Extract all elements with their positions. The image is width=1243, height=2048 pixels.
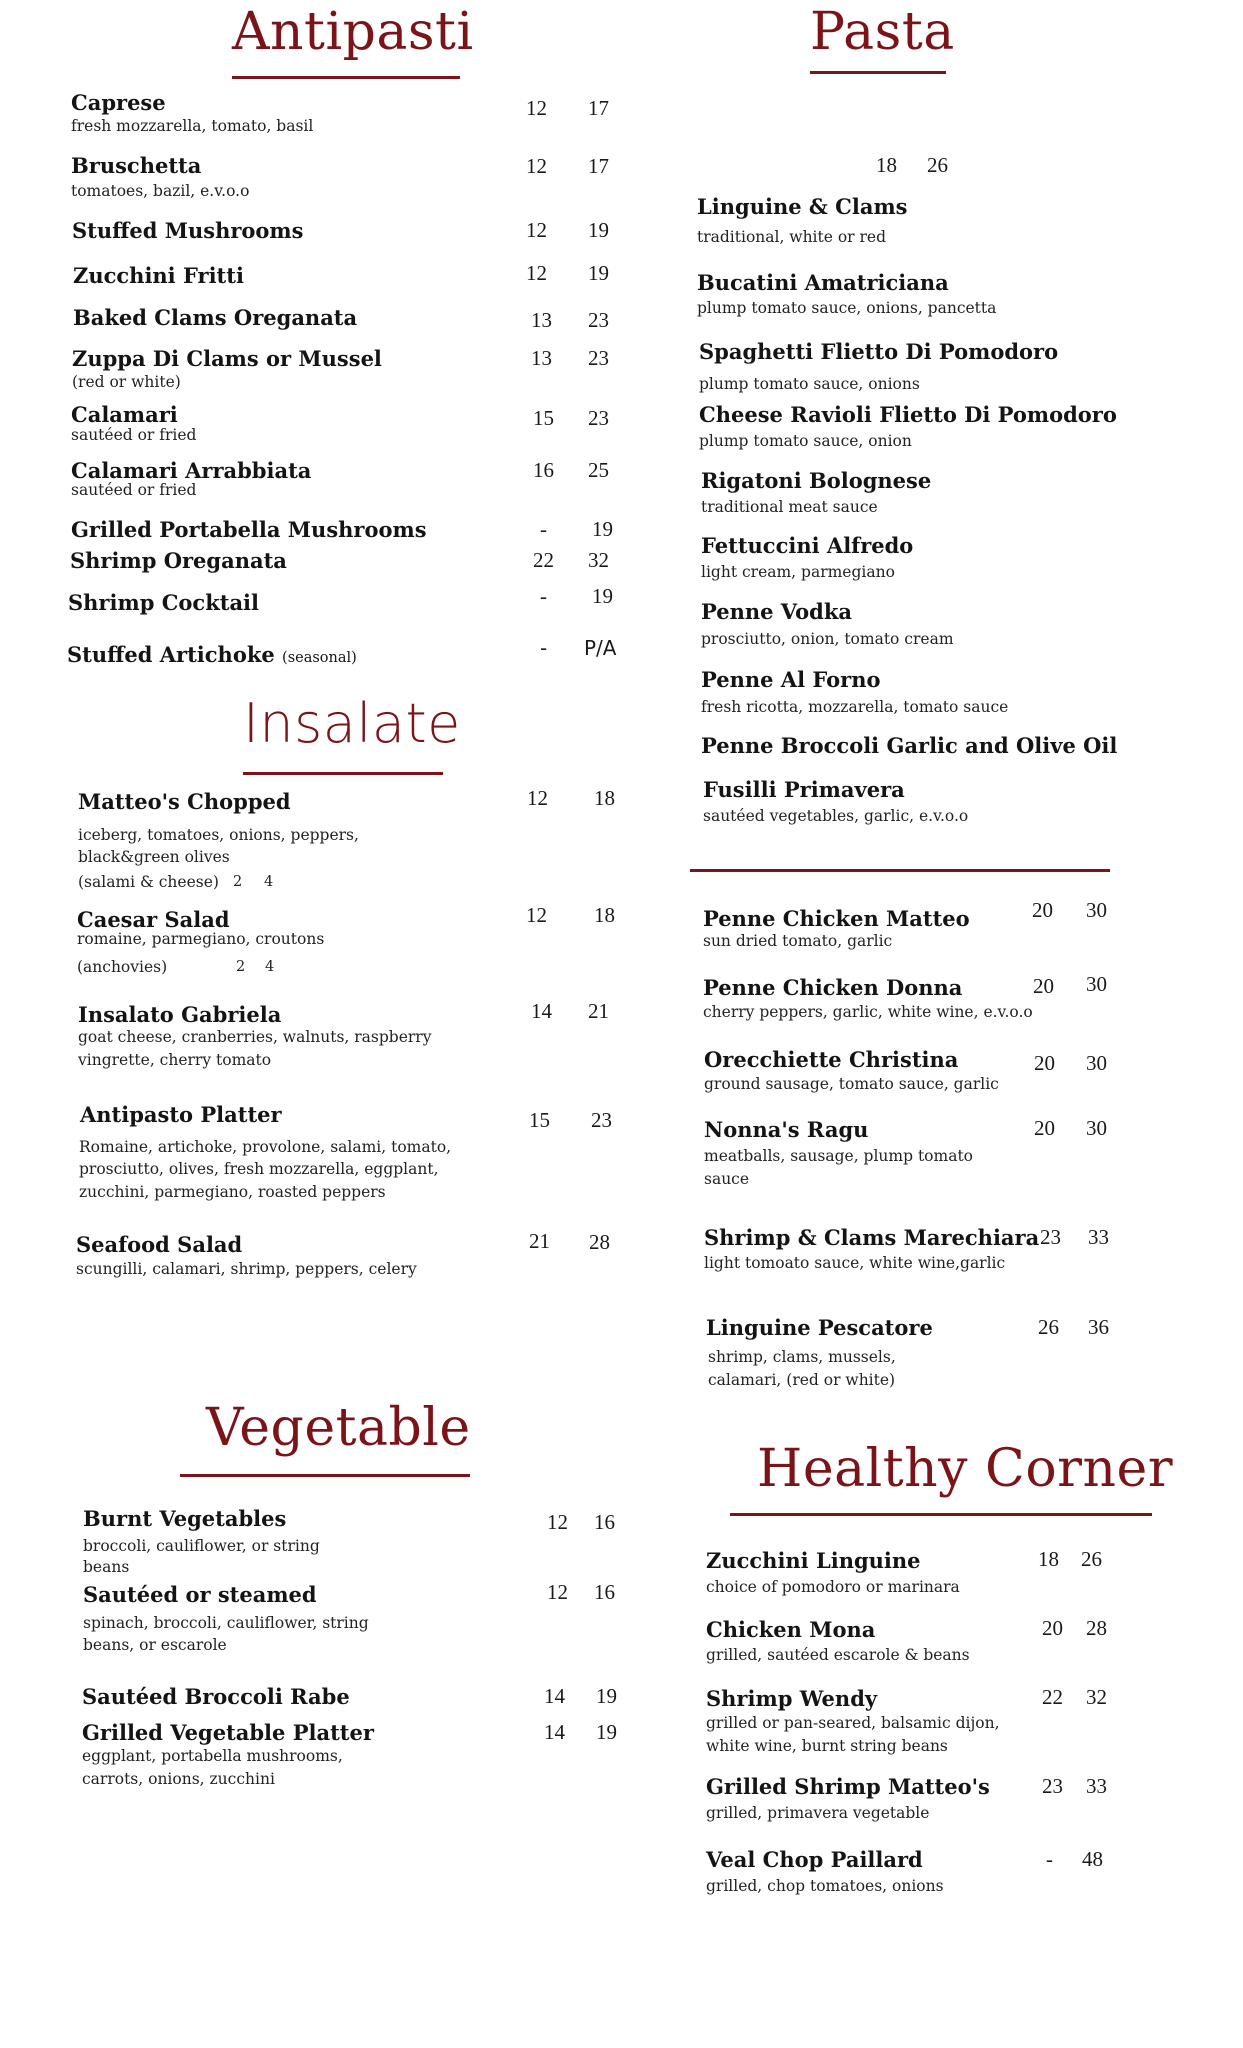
item-name: Orecchiette Christina bbox=[704, 1047, 959, 1072]
item-name: Caesar Salad bbox=[77, 907, 230, 932]
price-large: 19 bbox=[592, 517, 613, 541]
price-large: 25 bbox=[588, 458, 609, 482]
item-name: Shrimp & Clams Marechiara bbox=[704, 1225, 1040, 1250]
price-large: 16 bbox=[594, 1510, 615, 1534]
item-description: sauce bbox=[704, 1170, 750, 1188]
item-name: Calamari bbox=[71, 402, 178, 427]
price-small: 12 bbox=[526, 96, 547, 120]
item-description: grilled or pan-seared, balsamic dijon, bbox=[706, 1714, 1000, 1732]
item-name: Linguine Pescatore bbox=[706, 1315, 933, 1340]
price-small: 26 bbox=[1038, 1315, 1059, 1339]
price-small: 23 bbox=[1040, 1225, 1061, 1249]
addon-price-large: 4 bbox=[264, 874, 274, 890]
price-large: 28 bbox=[1086, 1616, 1107, 1640]
price-large: 19 bbox=[596, 1720, 617, 1744]
item-description: traditional meat sauce bbox=[701, 498, 878, 516]
vegetable-underline bbox=[180, 1474, 470, 1477]
item-description: eggplant, portabella mushrooms, bbox=[82, 1747, 343, 1765]
item-name: Shrimp Oreganata bbox=[70, 548, 287, 573]
price-small: 12 bbox=[547, 1510, 568, 1534]
pasta-underline bbox=[810, 71, 946, 74]
item-description: fresh mozzarella, tomato, basil bbox=[71, 117, 314, 135]
item-description: plump tomato sauce, onions, pancetta bbox=[697, 299, 997, 317]
item-name: Burnt Vegetables bbox=[83, 1506, 287, 1531]
addon-price-small: 2 bbox=[233, 874, 243, 890]
item-description: sun dried tomato, garlic bbox=[703, 932, 893, 950]
item-name: Zucchini Linguine bbox=[706, 1548, 921, 1573]
item-name: Fusilli Primavera bbox=[703, 777, 905, 802]
price-small: 13 bbox=[531, 308, 552, 332]
item-name: Zucchini Fritti bbox=[73, 263, 244, 288]
item-description: meatballs, sausage, plump tomato bbox=[704, 1147, 974, 1165]
price-large: 23 bbox=[588, 308, 609, 332]
item-name: Linguine & Clams bbox=[697, 194, 908, 219]
price-small: 12 bbox=[526, 261, 547, 285]
antipasti-underline bbox=[232, 76, 460, 79]
price-small: 20 bbox=[1042, 1616, 1063, 1640]
item-description: grilled, chop tomatoes, onions bbox=[706, 1877, 944, 1895]
item-name: Penne Chicken Matteo bbox=[703, 906, 970, 931]
item-description: goat cheese, cranberries, walnuts, raspberry bbox=[78, 1028, 432, 1046]
price-large: 16 bbox=[594, 1580, 615, 1604]
item-description: zucchini, parmegiano, roasted peppers bbox=[79, 1183, 386, 1201]
item-name: Sautéed Broccoli Rabe bbox=[82, 1684, 350, 1709]
item-name: Shrimp Cocktail bbox=[68, 590, 260, 615]
item-description: prosciutto, onion, tomato cream bbox=[701, 630, 954, 648]
item-name: Cheese Ravioli Flietto Di Pomodoro bbox=[699, 402, 1117, 427]
item-name: Veal Chop Paillard bbox=[706, 1847, 923, 1872]
price-small: 20 bbox=[1033, 974, 1054, 998]
price-large: 33 bbox=[1088, 1225, 1109, 1249]
item-name: Fettuccini Alfredo bbox=[701, 533, 914, 558]
item-description: cherry peppers, garlic, white wine, e.v.o.o bbox=[703, 1003, 1033, 1021]
item-note: (seasonal) bbox=[282, 650, 357, 666]
price-small: 12 bbox=[526, 903, 547, 927]
item-description: sautéed or fried bbox=[71, 481, 197, 499]
item-name: Nonna's Ragu bbox=[704, 1117, 869, 1142]
item-name: Grilled Vegetable Platter bbox=[82, 1720, 374, 1745]
item-description: broccoli, cauliflower, or string bbox=[83, 1537, 320, 1555]
pasta-price-small: 18 bbox=[876, 153, 897, 177]
item-description: ground sausage, tomato sauce, garlic bbox=[704, 1075, 999, 1093]
price-large: 23 bbox=[591, 1108, 612, 1132]
price-large: 30 bbox=[1086, 1116, 1107, 1140]
item-name: Seafood Salad bbox=[76, 1232, 243, 1257]
item-description: light tomoato sauce, white wine,garlic bbox=[704, 1254, 1006, 1272]
pasta-specials-divider bbox=[690, 869, 1110, 872]
item-description: light cream, parmegiano bbox=[701, 563, 895, 581]
price-small: 18 bbox=[1038, 1547, 1059, 1571]
item-name: Stuffed Mushrooms bbox=[72, 218, 304, 243]
item-name: Matteo's Chopped bbox=[78, 789, 291, 814]
item-name: Penne Al Forno bbox=[701, 667, 881, 692]
item-description: tomatoes, bazil, e.v.o.o bbox=[71, 182, 250, 200]
pasta-price-large: 26 bbox=[927, 153, 948, 177]
healthy-corner-underline bbox=[730, 1513, 1152, 1516]
addon-price-small: 2 bbox=[236, 959, 246, 975]
item-description: (red or white) bbox=[72, 373, 181, 391]
item-description: spinach, broccoli, cauliflower, string bbox=[83, 1614, 369, 1632]
price-small: 12 bbox=[547, 1580, 568, 1604]
item-description: romaine, parmegiano, croutons bbox=[77, 930, 325, 948]
item-description: beans, or escarole bbox=[83, 1636, 227, 1654]
price-small: - bbox=[540, 636, 548, 660]
item-description: iceberg, tomatoes, onions, peppers, bbox=[78, 826, 359, 844]
price-small: 20 bbox=[1032, 898, 1053, 922]
item-name: Sautéed or steamed bbox=[83, 1582, 317, 1607]
price-large: 18 bbox=[594, 786, 615, 810]
item-name: Bruschetta bbox=[71, 153, 202, 178]
price-large: 19 bbox=[592, 584, 613, 608]
item-name: Caprese bbox=[71, 90, 166, 115]
price-large: 18 bbox=[594, 903, 615, 927]
item-description: vingrette, cherry tomato bbox=[78, 1051, 272, 1069]
price-small: 15 bbox=[529, 1108, 550, 1132]
item-name: Chicken Mona bbox=[706, 1617, 876, 1642]
price-small: - bbox=[540, 517, 547, 541]
item-name: Penne Chicken Donna bbox=[703, 975, 963, 1000]
price-large: 33 bbox=[1086, 1774, 1107, 1798]
item-description: plump tomato sauce, onion bbox=[699, 432, 912, 450]
item-description: prosciutto, olives, fresh mozzarella, eggplant, bbox=[79, 1160, 439, 1178]
price-small: 12 bbox=[527, 786, 548, 810]
price-large: 21 bbox=[588, 999, 609, 1023]
item-description: fresh ricotta, mozzarella, tomato sauce bbox=[701, 698, 1009, 716]
price-small: 20 bbox=[1034, 1116, 1055, 1140]
price-small: 22 bbox=[1042, 1685, 1063, 1709]
price-large: 23 bbox=[588, 406, 609, 430]
item-name: Calamari Arrabbiata bbox=[71, 458, 312, 483]
insalate-underline bbox=[243, 772, 443, 775]
price-small: 21 bbox=[529, 1229, 550, 1253]
item-name: Stuffed Artichoke (seasonal) bbox=[67, 642, 357, 667]
item-description: calamari, (red or white) bbox=[708, 1371, 896, 1389]
item-description: shrimp, clams, mussels, bbox=[708, 1348, 896, 1366]
item-description: plump tomato sauce, onions bbox=[699, 375, 920, 393]
item-addon: (salami & cheese) bbox=[78, 873, 219, 891]
price-small: - bbox=[1046, 1847, 1053, 1871]
healthy-corner-heading: Healthy Corner bbox=[757, 1439, 1174, 1499]
price-large: 19 bbox=[588, 218, 609, 242]
item-description: choice of pomodoro or marinara bbox=[706, 1578, 960, 1596]
item-description: carrots, onions, zucchini bbox=[82, 1770, 275, 1788]
price-small: 23 bbox=[1042, 1774, 1063, 1798]
price-large: 28 bbox=[589, 1230, 610, 1254]
item-name: Penne Vodka bbox=[701, 599, 853, 624]
item-description: traditional, white or red bbox=[697, 228, 887, 246]
price-small: 13 bbox=[531, 346, 552, 370]
item-description: beans bbox=[83, 1558, 130, 1576]
price-small: 20 bbox=[1034, 1051, 1055, 1075]
price-large: 30 bbox=[1086, 1051, 1107, 1075]
item-name: Insalato Gabriela bbox=[78, 1002, 282, 1027]
item-description: white wine, burnt string beans bbox=[706, 1737, 948, 1755]
price-small: 14 bbox=[544, 1720, 565, 1744]
item-name: Bucatini Amatriciana bbox=[697, 270, 949, 295]
price-small: - bbox=[540, 584, 547, 608]
item-description: sautéed vegetables, garlic, e.v.o.o bbox=[703, 807, 969, 825]
price-large: 32 bbox=[588, 548, 609, 572]
item-description: sautéed or fried bbox=[71, 426, 197, 444]
price-small: 22 bbox=[533, 548, 554, 572]
item-name: Baked Clams Oreganata bbox=[73, 305, 358, 330]
price-large: 17 bbox=[588, 154, 609, 178]
price-large: 19 bbox=[588, 261, 609, 285]
price-small: 15 bbox=[533, 406, 554, 430]
pasta-heading: Pasta bbox=[810, 2, 955, 62]
item-name: Rigatoni Bolognese bbox=[701, 468, 932, 493]
item-name: Spaghetti Flietto Di Pomodoro bbox=[699, 339, 1059, 364]
price-large: 26 bbox=[1081, 1547, 1102, 1571]
price-large: 30 bbox=[1086, 898, 1107, 922]
price-small: 14 bbox=[531, 999, 552, 1023]
price-large: 17 bbox=[588, 96, 609, 120]
item-name: Antipasto Platter bbox=[80, 1102, 282, 1127]
insalate-heading: Insalate bbox=[243, 692, 461, 755]
antipasti-heading: Antipasti bbox=[232, 2, 474, 62]
item-description: grilled, primavera vegetable bbox=[706, 1804, 930, 1822]
item-description: black&green olives bbox=[78, 848, 230, 866]
item-description: Romaine, artichoke, provolone, salami, tomato, bbox=[79, 1138, 452, 1156]
item-name: Shrimp Wendy bbox=[706, 1686, 878, 1711]
price-small: 16 bbox=[533, 458, 554, 482]
price-small: 14 bbox=[544, 1684, 565, 1708]
item-name: Zuppa Di Clams or Mussel bbox=[72, 346, 382, 371]
item-name: Grilled Shrimp Matteo's bbox=[706, 1774, 990, 1799]
price-large: 19 bbox=[596, 1684, 617, 1708]
price-small: 12 bbox=[526, 218, 547, 242]
item-addon: (anchovies) bbox=[77, 958, 168, 976]
price-large: 36 bbox=[1088, 1315, 1109, 1339]
item-name: Grilled Portabella Mushrooms bbox=[71, 517, 427, 542]
item-name: Penne Broccoli Garlic and Olive Oil bbox=[701, 733, 1118, 758]
price-small: 12 bbox=[526, 154, 547, 178]
vegetable-heading: Vegetable bbox=[206, 1398, 471, 1458]
item-description: grilled, sautéed escarole & beans bbox=[706, 1646, 970, 1664]
price-large: 32 bbox=[1086, 1685, 1107, 1709]
price-large: 23 bbox=[588, 346, 609, 370]
price-large: P/A bbox=[584, 636, 617, 660]
addon-price-large: 4 bbox=[265, 959, 275, 975]
item-description: scungilli, calamari, shrimp, peppers, celery bbox=[76, 1260, 417, 1278]
price-large: 30 bbox=[1086, 972, 1107, 996]
price-large: 48 bbox=[1082, 1847, 1103, 1871]
